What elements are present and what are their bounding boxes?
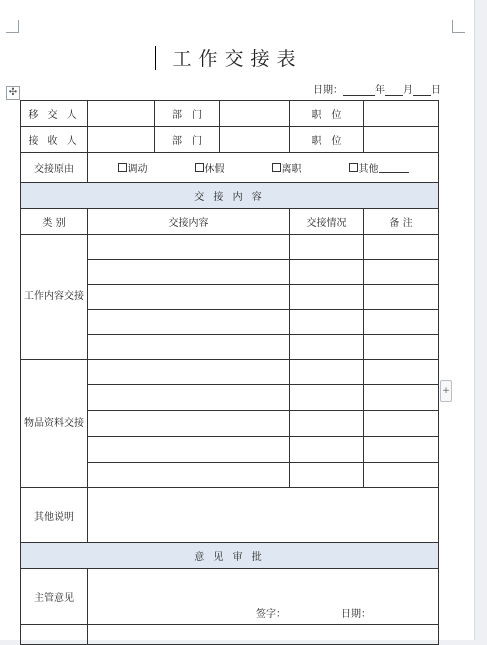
vertical-scrollbar[interactable] [474,0,487,640]
checkbox-icon[interactable] [349,163,358,172]
table-row [21,153,439,183]
dept-label: 部 门 [155,101,220,127]
reason-option-transfer[interactable]: 调动 [118,160,148,175]
column-header-remark: 备 注 [364,209,439,235]
content-cell[interactable] [88,360,290,385]
other-reason-blank[interactable] [379,162,409,173]
checkbox-icon[interactable] [272,163,281,172]
status-cell[interactable] [290,260,364,285]
reason-label: 交接原由 [21,153,88,183]
position-label: 职 位 [290,127,364,153]
column-header-status: 交接情况 [290,209,364,235]
status-cell[interactable] [290,235,364,260]
category-supervisor: 主管意见 [21,569,88,625]
content-cell[interactable] [88,310,290,335]
status-cell[interactable] [290,335,364,360]
date-year: 年 [375,85,385,96]
date-day: 日 [431,85,441,96]
status-cell[interactable] [290,285,364,310]
remark-cell[interactable] [364,360,439,385]
section-handover-content: 交 接 内 容 [21,183,439,209]
table-row [21,209,439,235]
status-cell[interactable] [290,437,364,463]
reason-option-other[interactable]: 其他 [349,160,409,175]
table-row [21,360,439,385]
recipient-field[interactable] [88,127,155,153]
date-label: 日期： [313,85,343,96]
page-corner-mark [452,20,465,33]
table-row [21,101,439,127]
supervisor-opinion-cell[interactable] [88,569,439,625]
content-cell[interactable] [88,285,290,310]
recipient-dept-field[interactable] [220,127,290,153]
status-cell[interactable] [290,360,364,385]
sign-label: 签字： [256,609,286,620]
add-column-icon[interactable]: + [440,380,452,402]
status-cell[interactable] [290,385,364,411]
recipient-label: 接 收 人 [21,127,88,153]
category-other: 其他说明 [21,488,88,543]
status-cell[interactable] [290,310,364,335]
date-line[interactable] [313,81,441,96]
remark-cell[interactable] [364,260,439,285]
remark-cell[interactable] [364,235,439,260]
page-corner-mark [6,20,19,33]
dept-label: 部 门 [155,127,220,153]
document-title[interactable]: 工作交接表 [172,48,303,70]
content-cell[interactable] [88,260,290,285]
remark-cell[interactable] [364,411,439,437]
category-materials: 物品资料交接 [21,360,88,488]
content-cell[interactable] [88,411,290,437]
content-cell[interactable] [88,335,290,360]
reason-option-leave[interactable]: 休假 [195,160,225,175]
remark-cell[interactable] [364,335,439,360]
recipient-position-field[interactable] [364,127,439,153]
table-row [21,235,439,260]
reason-option-resign[interactable]: 离职 [272,160,302,175]
remark-cell[interactable] [364,310,439,335]
table-row [21,183,439,209]
remark-cell[interactable] [364,285,439,310]
remark-cell[interactable] [364,385,439,411]
transferor-dept-field[interactable] [220,101,290,127]
content-cell[interactable] [88,385,290,411]
reason-options [88,153,439,183]
remark-cell[interactable] [364,437,439,463]
checkbox-icon[interactable] [195,163,204,172]
content-cell[interactable] [88,437,290,463]
transferor-field[interactable] [88,101,155,127]
column-header-content: 交接内容 [88,209,290,235]
status-cell[interactable] [290,463,364,488]
transferor-position-field[interactable] [364,101,439,127]
sign-date-label: 日期： [341,609,371,620]
category-work: 工作内容交接 [21,235,88,360]
table-move-handle-icon[interactable]: ✣ [6,86,20,100]
table-row [21,488,439,543]
position-label: 职 位 [290,101,364,127]
date-month: 月 [403,85,413,96]
status-cell[interactable] [290,411,364,437]
section-opinion-approval: 意 见 审 批 [21,543,439,569]
table-row [21,543,439,569]
next-row-cell[interactable] [21,625,88,645]
column-header-category: 类 别 [21,209,88,235]
table-row [21,625,439,645]
content-cell[interactable] [88,235,290,260]
table-row [21,127,439,153]
handover-table [20,100,439,645]
remark-cell[interactable] [364,463,439,488]
content-cell[interactable] [88,463,290,488]
transferor-label: 移 交 人 [21,101,88,127]
checkbox-icon[interactable] [118,163,127,172]
next-row-cell[interactable] [88,625,439,645]
table-row [21,569,439,625]
other-notes-cell[interactable] [88,488,439,543]
